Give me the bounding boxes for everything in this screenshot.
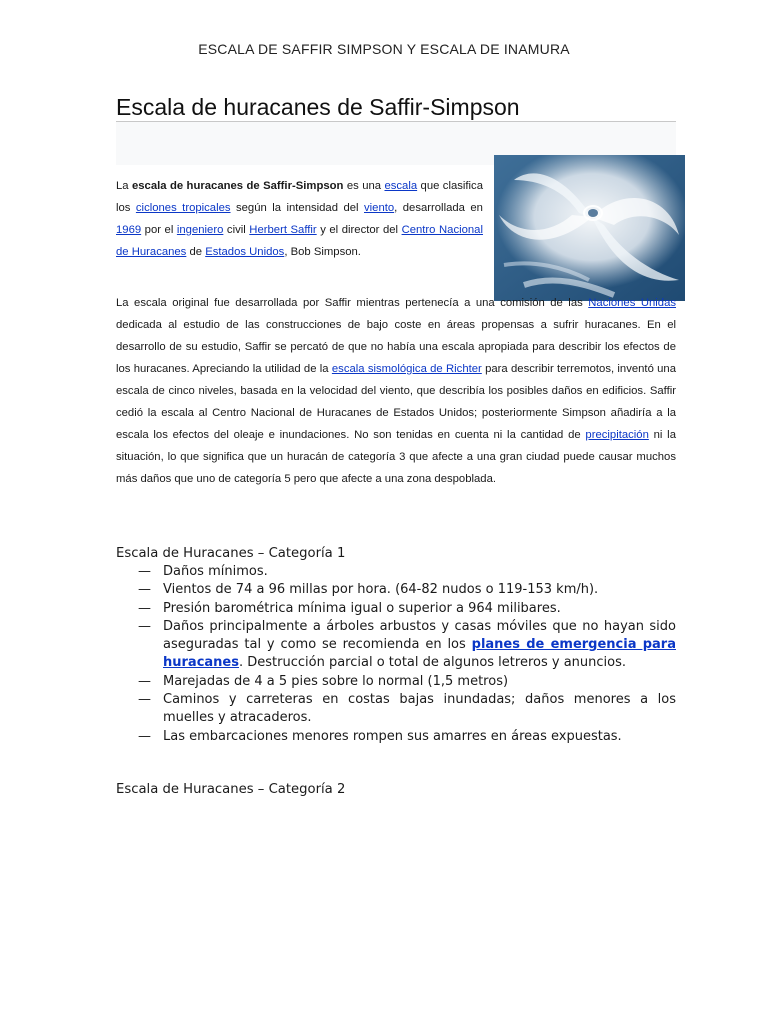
- page-header: ESCALA DE SAFFIR SIMPSON Y ESCALA DE INAMURA: [198, 41, 570, 57]
- dash-bullet: —: [138, 582, 151, 598]
- list-item: — Vientos de 74 a 96 millas por hora. (64-82 nudos o 119-153 km/h).: [138, 581, 676, 599]
- article-title: Escala de huracanes de Saffir-Simpson: [116, 94, 520, 120]
- list-item: — Daños principalmente a árboles arbustos y casas móviles que no hayan sido aseguradas tal y como se recomienda en los planes de emergencia para huracanes. Destrucción parcial o total de algunos letreros y anuncios.: [138, 618, 676, 671]
- category-1-heading: Escala de Huracanes – Categoría 1: [116, 546, 346, 561]
- link-naciones-unidas[interactable]: Naciones Unidas: [588, 297, 676, 309]
- link-centro-nacional-huracanes[interactable]: Centro Nacional de Huracanes: [116, 224, 483, 258]
- list-item: — Marejadas de 4 a 5 pies sobre lo normal (1,5 metros): [138, 673, 676, 691]
- hurricane-image-graphic: [494, 155, 685, 301]
- dash-bullet: —: [138, 673, 151, 689]
- link-viento[interactable]: viento: [364, 202, 395, 214]
- dash-bullet: —: [138, 728, 151, 744]
- dash-bullet: —: [138, 692, 151, 708]
- list-item: — Las embarcaciones menores rompen sus amarres en áreas expuestas.: [138, 728, 676, 746]
- category-2-heading: Escala de Huracanes – Categoría 2: [116, 782, 346, 797]
- link-1969[interactable]: 1969: [116, 224, 142, 236]
- link-ciclones-tropicales[interactable]: ciclones tropicales: [135, 202, 231, 214]
- link-ingeniero[interactable]: ingeniero: [176, 224, 224, 236]
- dash-bullet: —: [138, 600, 151, 616]
- category-1-list: [138, 563, 676, 746]
- dash-bullet: —: [138, 564, 151, 579]
- list-item: — Caminos y carreteras en costas bajas inundadas; daños menores a los muelles y atracaderos.: [138, 692, 676, 726]
- intro-paragraph: La escala de huracanes de Saffir-Simpson es una escala que clasifica los ciclones tropicales según la intensidad del viento, desarrollada en 1969 por el ingeniero civil Herbert Saffir y el director del Centro Nacional de Huracanes de Estados Unidos, Bob Simpson.: [116, 180, 483, 258]
- link-herbert-saffir[interactable]: Herbert Saffir: [249, 224, 317, 236]
- hurricane-satellite-image: [494, 155, 685, 301]
- article-subject: escala de huracanes de Saffir-Simpson: [131, 180, 344, 192]
- body-paragraph: La escala original fue desarrollada por Saffir mientras pertenecía a una comisión de las Naciones Unidas dedicada al estudio de las construcciones de bajo coste en áreas propensas a sufrir huracanes. En el desarrollo de su estudio, Saffir se percató de que no había una escala apropiada para describir los efectos de los huracanes. Apreciando la utilidad de la escala sismológica de Richter para describir terremotos, inventó una escala de cinco niveles, basada en la velocidad del viento, que describía los posibles daños en edificios. Saffir cedió la escala al Centro Nacional de Huracanes de Estados Unidos; posteriormente Simpson añadiría a la escala los efectos del oleaje e inundaciones. No son tenidas en cuenta ni la cantidad de precipitación ni la situación, lo que significa que un huracán de categoría 3 que afecte a una gran ciudad puede causar muchos más daños que uno de categoría 5 pero que afecte a una zona despoblada.: [116, 297, 676, 485]
- list-item: — Daños mínimos.: [138, 563, 676, 581]
- link-planes-emergencia[interactable]: planes de emergencia para huracanes: [163, 637, 676, 671]
- link-escala-richter[interactable]: escala sismológica de Richter: [331, 363, 482, 375]
- link-estados-unidos[interactable]: Estados Unidos: [205, 246, 285, 258]
- link-precipitacion[interactable]: precipitación: [585, 429, 649, 441]
- dash-bullet: —: [138, 618, 151, 634]
- list-item: — Presión barométrica mínima igual o superior a 964 milibares.: [138, 600, 676, 618]
- link-escala[interactable]: escala: [384, 180, 418, 192]
